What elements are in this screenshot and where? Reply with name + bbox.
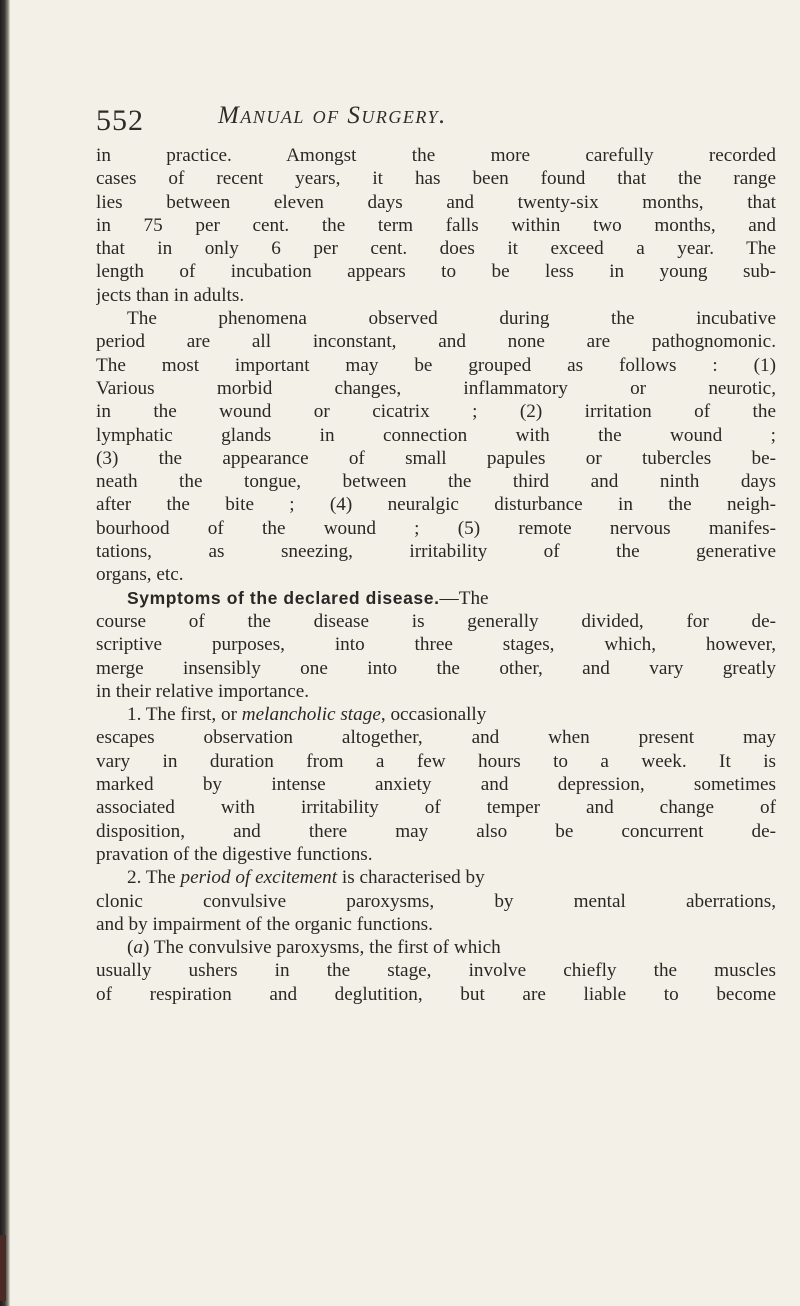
text-line: (3) the appearance of small papules or tubercles be- (96, 447, 776, 469)
text-line: organs, etc. (96, 564, 184, 586)
text-line: lymphatic glands in connection with the wound ; (96, 424, 776, 446)
text-line: that in only 6 per cent. does it exceed a year. The (96, 238, 776, 260)
text-line: bourhood of the wound ; (5) remote nervous manifes- (96, 517, 776, 539)
text-line: after the bite ; (4) neuralgic disturbance in the neigh- (96, 494, 776, 516)
running-title: Manual of Surgery. (218, 102, 447, 129)
text-line: The phenomena observed during the incubative (127, 308, 776, 330)
text-line: merge insensibly one into the other, and vary greatly (96, 657, 776, 679)
text-line: vary in duration from a few hours to a week. It is (96, 750, 776, 772)
text-line: tations, as sneezing, irritability of the generative (96, 541, 776, 563)
text-line: in their relative importance. (96, 680, 310, 702)
text-line: in the wound or cicatrix ; (2) irritation of the (96, 401, 776, 423)
text-line: disposition, and there may also be concurrent de- (96, 820, 776, 842)
text-line: associated with irritability of temper and change of (96, 797, 776, 819)
spine-mark (0, 1235, 6, 1301)
section-heading: Symptoms of the declared disease. (127, 587, 440, 608)
text-line: and by impairment of the organic functions. (96, 913, 433, 935)
text-line: escapes observation altogether, and when present may (96, 727, 776, 749)
text-run: 2. The (127, 867, 181, 889)
book-spine-edge (0, 0, 10, 1306)
text-run: ( (127, 937, 134, 959)
heading-continuation: —The (439, 587, 489, 609)
text-line: jects than in adults. (96, 284, 245, 306)
stage-2-line (96, 866, 776, 889)
body-text (96, 144, 776, 1006)
text-line: course of the disease is generally divided, for de- (96, 610, 776, 632)
text-line: pravation of the digestive functions. (96, 843, 373, 865)
italic-term: melancholic stage (241, 704, 381, 726)
text-line: usually ushers in the stage, involve chiefly the muscles (96, 960, 776, 982)
italic-letter: a (133, 937, 143, 959)
text-run: 1. The first, or (127, 704, 242, 726)
text-line: in practice. Amongst the more carefully recorded (96, 145, 776, 166)
text-line: The most important may be grouped as follows : (1) (96, 354, 776, 376)
text-line: period are all inconstant, and none are pathognomonic. (96, 331, 776, 353)
text-line: neath the tongue, between the third and ninth days (96, 471, 776, 493)
text-run: , occasionally (380, 704, 487, 726)
text-line: length of incubation appears to be less in young sub- (96, 261, 776, 283)
text-run: ) The convulsive paroxysms, the first of which (142, 937, 501, 959)
text-line: in 75 per cent. the term falls within two months, and (96, 214, 776, 236)
text-line: clonic convulsive paroxysms, by mental aberrations, (96, 890, 776, 912)
stage-1-line (96, 703, 776, 726)
paroxysm-line (96, 936, 776, 959)
text-line: lies between eleven days and twenty-six months, that (96, 191, 776, 213)
page-header (96, 98, 736, 138)
text-line: of respiration and deglutition, but are liable to become (96, 983, 776, 1005)
section-heading-line (96, 587, 776, 610)
text-run: is characterised by (337, 867, 485, 889)
text-line: scriptive purposes, into three stages, which, however, (96, 634, 776, 656)
text-line: cases of recent years, it has been found that the range (96, 168, 776, 190)
italic-term: period of excitement (180, 867, 338, 889)
page-number: 552 (96, 104, 144, 137)
text-line: marked by intense anxiety and depression, sometimes (96, 774, 776, 796)
text-line: Various morbid changes, inflammatory or neurotic, (96, 377, 776, 399)
